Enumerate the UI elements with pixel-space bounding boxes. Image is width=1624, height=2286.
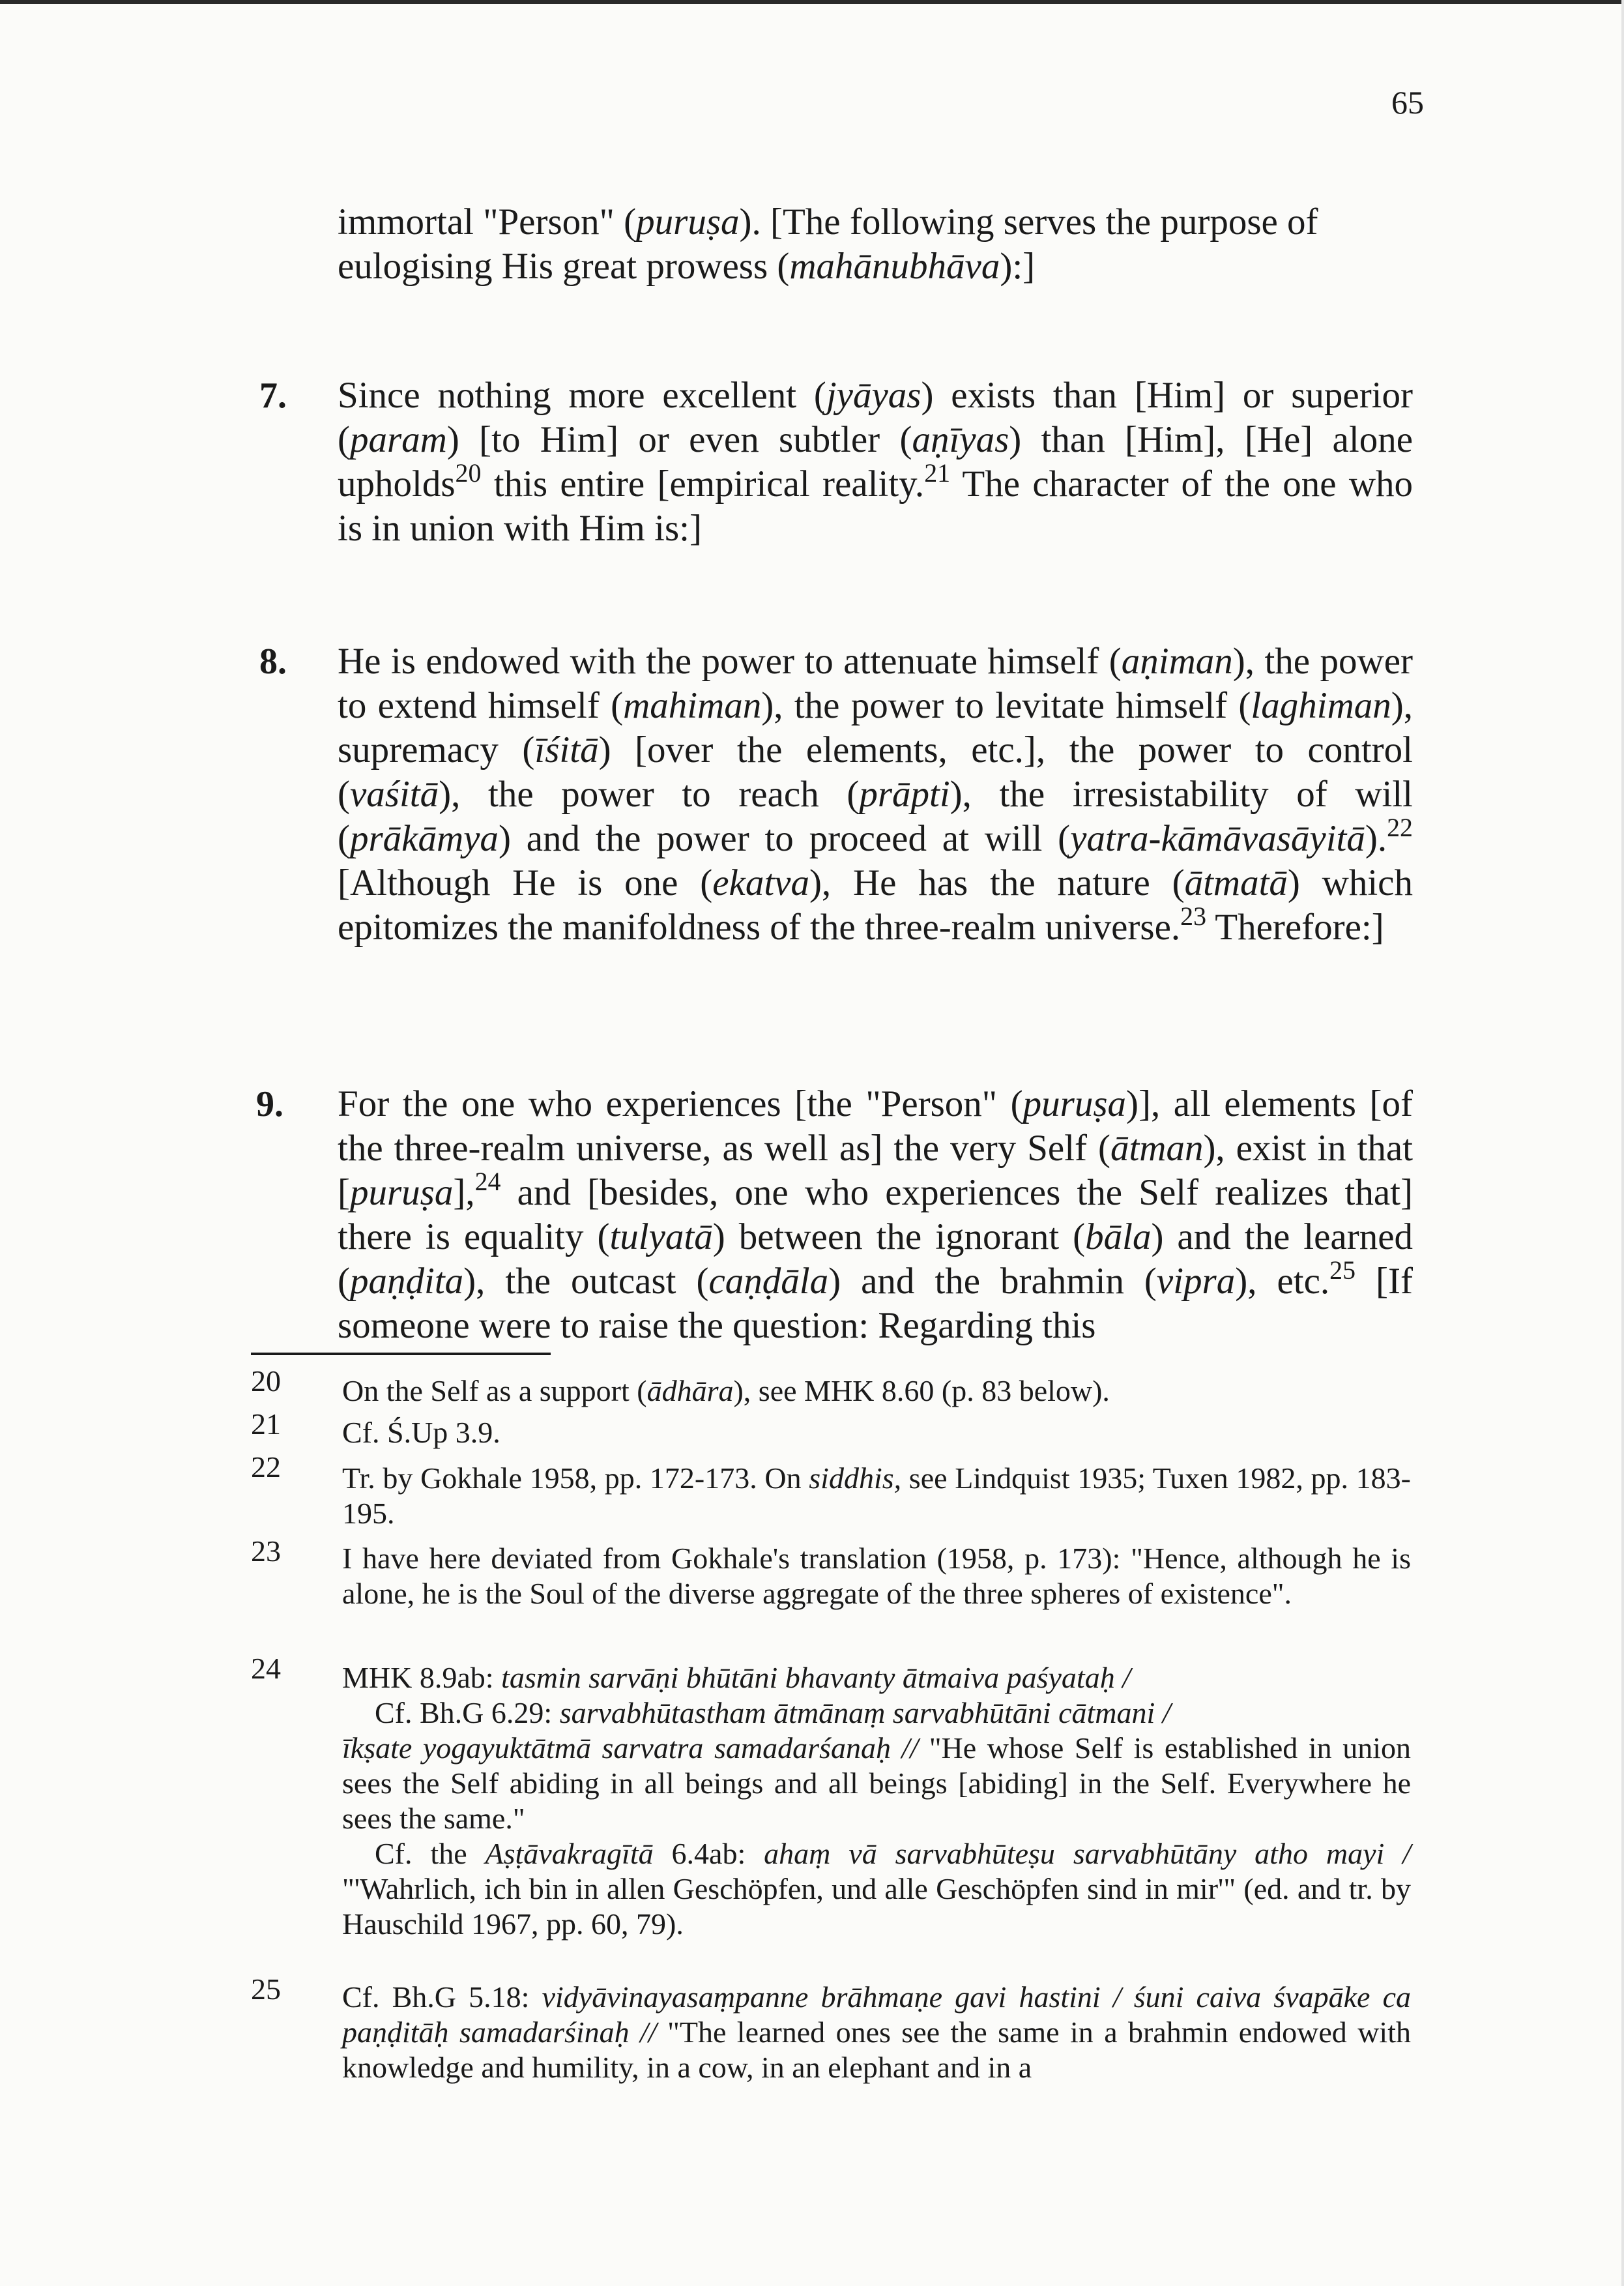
verse-paragraph: Since nothing more excellent (jyāyas) exists than [Him] or superior (param) [to Him] or even subtler (aṇīyas) than [Him], [He] alone upholds$^{20}$ this entire [empirical reality.$^{21}$ The character of the one who is in union with Him is:] [338, 375, 1414, 549]
footnote-ref[interactable]: 22 [1387, 813, 1413, 843]
footnote-ref[interactable]: 23 [1180, 901, 1207, 931]
footnote-text: MHK 8.9ab: tasmin sarvāṇi bhūtāni bhavanty ātmaiva paśyataḥ / Cf. Bh.G 6.29: sarvabhūtastham ātmānaṃ sarvabhūtāni cātmani / īkṣate yogayuktātmā sarvatra samadarśanaḥ // "He whose Self is established in union sees the Self abiding in all beings and all beings [abiding] in the Self. Everywhere he sees the same." Cf. the Aṣṭāvakragītā 6.4ab: ahaṃ vā sarvabhūteṣu sarvabhūtāny atho mayi / "'Wahrlich, ich bin in allen Geschöpfen, und alle Geschöpfen sind in mir'" (ed. and tr. by Hauschild 1967, pp. 60, 79). [342, 1661, 1412, 1941]
verse-number: 9. [256, 1084, 283, 1124]
page-number: 65 [1391, 84, 1424, 121]
footnote-text: Cf. Ś.Up 3.9. [342, 1416, 500, 1449]
footnote-ref[interactable]: 20 [455, 458, 482, 488]
footnote-ref[interactable]: 24 [474, 1167, 501, 1197]
verse-paragraph: For the one who experiences [the "Person" (puruṣa)], all elements [of the three-realm universe, as well as] the very Self (ātman), exist in that [puruṣa],$^{24}$ and [besides, one who experiences the Self realizes that] there is equality (tulyatā) between the ignorant (bāla) and the learned (paṇḍita), the outcast (caṇḍāla) and the brahmin (vipra), etc.$^{25}$ [If someone were to raise the question: Regarding this [338, 1083, 1414, 1346]
verse-number: 8. [259, 641, 287, 682]
footnote-number: 20 [251, 1364, 281, 1398]
footnote-number: 24 [251, 1652, 281, 1685]
footnote-number: 22 [251, 1450, 281, 1484]
footnote-text: Tr. by Gokhale 1958, pp. 172-173. On siddhis, see Lindquist 1935; Tuxen 1982, pp. 183-195. [342, 1461, 1412, 1530]
footnote-text: Cf. Bh.G 5.18: vidyāvinayasaṃpanne brāhmaṇe gavi hastini / śuni caiva śvapāke ca paṇḍitāḥ samadarśinaḥ // "The learned ones see the same in a brahmin endowed with knowledge and humility, in a cow, in an elephant and in a [342, 1980, 1412, 2084]
scan-edge-top [0, 0, 1624, 4]
footnote-ref[interactable]: 25 [1329, 1255, 1356, 1285]
footnote-number: 21 [251, 1407, 281, 1441]
footnote-text: I have here deviated from Gokhale's translation (1958, p. 173): "Hence, although he is alone, he is the Soul of the diverse aggregate of the three spheres of existence". [342, 1542, 1411, 1610]
intro-paragraph: immortal "Person" (puruṣa). [The following serves the purpose of eulogising His great prowess (mahānubhāva):] [338, 201, 1318, 287]
footnote-text: On the Self as a support (ādhāra), see MHK 8.60 (p. 83 below). [342, 1374, 1110, 1407]
footnote-ref[interactable]: 21 [924, 458, 951, 488]
footnote-number: 23 [251, 1534, 281, 1568]
scan-edge-right [1621, 0, 1624, 2286]
verse-paragraph: He is endowed with the power to attenuate himself (aṇiman), the power to extend himself (mahiman), the power to levitate himself (laghiman), supremacy (īśitā) [over the elements, etc.], the power to control (vaśitā), the power to reach (prāpti), the irresistability of will (prākāmya) and the power to proceed at will (yatra-kāmāvasāyitā).$^{22}$ [Although He is one (ekatva), He has the nature (ātmatā) which epitomizes the manifoldness of the three-realm universe.$^{23}$ Therefore:] [338, 641, 1413, 948]
verse-number: 7. [259, 375, 287, 416]
footnote-separator [251, 1353, 551, 1355]
footnote-number: 25 [251, 1972, 281, 2006]
